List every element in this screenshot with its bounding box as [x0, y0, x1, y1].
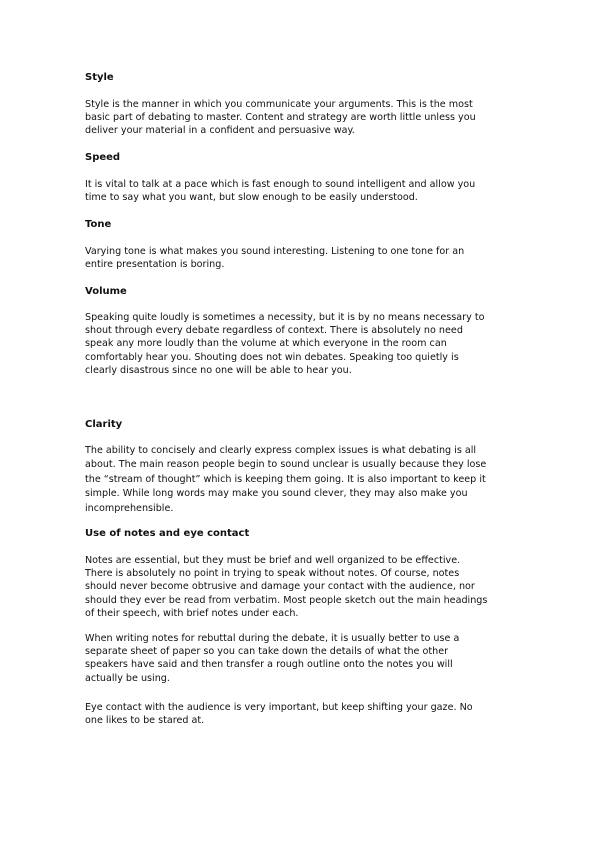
text-line: Notes are essential, but they must be brief and well organized to be effective. — [85, 555, 461, 566]
text-line: It is vital to talk at a pace which is fast enough to sound intelligent and allow you — [85, 179, 476, 190]
text-line: speak any more loudly than the volume at which everyone in the room can — [85, 338, 447, 350]
paragraph-notes — [85, 554, 515, 620]
paragraph-speed — [85, 178, 515, 204]
text-line: should never become obtrusive and damage your contact with the audience, nor — [85, 581, 475, 593]
paragraph-rebuttal-notes — [85, 632, 515, 685]
text-line: shout through every debate regardless of context. There is absolutely no need — [85, 325, 463, 337]
text-line: of their speech, with brief notes under each. — [85, 607, 299, 619]
text-line: one likes to be stared at. — [85, 715, 205, 727]
paragraph-eye-contact — [85, 701, 515, 727]
heading-notes-eye-contact: Use of notes and eye contact — [85, 528, 250, 539]
text-line: clearly disastrous since no one will be able to hear you. — [85, 364, 352, 376]
text-line: time to say what you want, but slow enough to be easily understood. — [85, 192, 418, 204]
text-line: Speaking quite loudly is sometimes a necessity, but it is by no means necessary to — [85, 312, 485, 323]
text-line: When writing notes for rebuttal during the debate, it is usually better to use a — [85, 633, 460, 644]
heading-volume: Volume — [85, 286, 127, 297]
text-line: basic part of debating to master. Content and strategy are worth little unless you — [85, 112, 476, 124]
text-line: the “stream of thought” which is keeping them going. It is also important to keep it — [85, 473, 486, 485]
paragraph-clarity — [85, 444, 515, 516]
text-line: about. The main reason people begin to sound unclear is usually because they lose — [85, 459, 487, 471]
paragraph-volume — [85, 311, 515, 377]
text-line: separate sheet of paper so you can take down the details of what the other — [85, 646, 449, 658]
text-line: should they ever be read from verbatim. Most people sketch out the main headings — [85, 594, 488, 606]
text-line: deliver your material in a confident and persuasive way. — [85, 125, 355, 137]
text-line: entire presentation is boring. — [85, 259, 225, 271]
paragraph-tone — [85, 245, 515, 271]
heading-style: Style — [85, 72, 114, 83]
heading-tone: Tone — [85, 219, 112, 230]
text-line: speakers have said and then transfer a rough outline onto the notes you will — [85, 659, 453, 671]
text-line: comfortably hear you. Shouting does not win debates. Speaking too quietly is — [85, 351, 459, 363]
text-line: Eye contact with the audience is very important, but keep shifting your gaze. No — [85, 702, 473, 713]
text-line: Varying tone is what makes you sound interesting. Listening to one tone for an — [85, 246, 465, 257]
text-line: actually be using. — [85, 672, 170, 684]
text-line: There is absolutely no point in trying to speak without notes. Of course, notes — [85, 568, 460, 580]
text-line: incomprehensible. — [85, 502, 174, 514]
text-line: simple. While long words may make you sound clever, they may also make you — [85, 488, 468, 500]
heading-clarity: Clarity — [85, 419, 123, 430]
text-line: Style is the manner in which you communicate your arguments. This is the most — [85, 99, 473, 110]
heading-speed: Speed — [85, 152, 121, 163]
paragraph-style — [85, 98, 515, 138]
text-line: The ability to concisely and clearly express complex issues is what debating is all — [85, 445, 477, 456]
